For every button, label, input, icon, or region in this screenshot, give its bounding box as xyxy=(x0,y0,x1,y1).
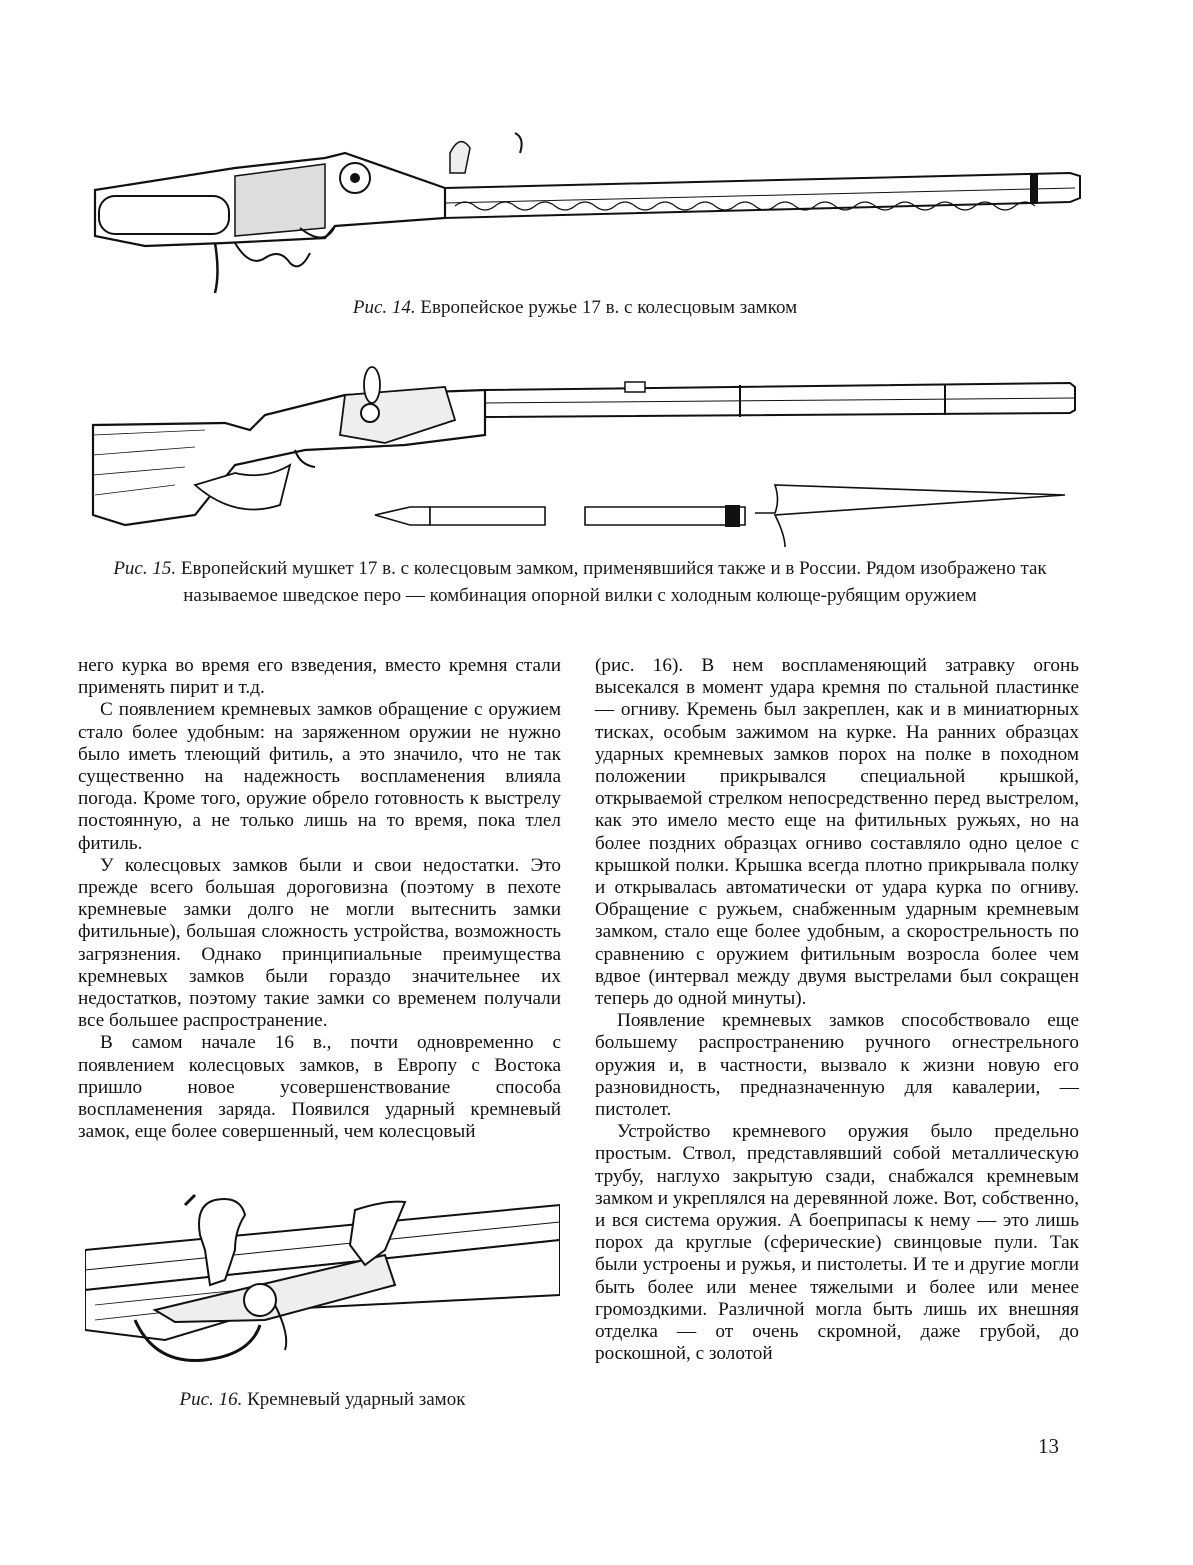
paragraph: В самом начале 16 в., почти одновременно с появлением колесцовых замков, в Европу с Востока пришло новое усовершенствование способа воспламенения заряда. Появился ударный кремневый замок, еще более совершенный, чем колесцовый xyxy=(78,1032,561,1143)
paragraph: (рис. 16). В нем воспламеняющий затравку огонь высекался в момент удара кремня по стальной пластинке — огниву. Кремень был закреплен, как и в миниатюрных тисках, особым зажимом на курке. На ранних образцах ударных кремневых замков порох на полке в походном положении прикрывался специальной крышкой, открываемой стрелком непосредственно перед выстрелом, как это имело место еще на фитильных ружьях, но на более поздних образцах огниво составляло одно целое с крышкой полки. Крышка всегда плотно прикрывала полку и открывалась автоматически от удара курка по огниву. Обращение с ружьем, снабженным ударным кремневым замком, стало еще более удобным, а скорострельность по сравнению с оружием фитильным возросла более чем вдвое (интервал между двумя выстрелами был сокращен теперь до одной минуты). xyxy=(595,655,1079,1010)
figure-16-caption xyxy=(85,1386,560,1413)
wheel-lock-musket-drawing xyxy=(85,355,1085,550)
paragraph: Устройство кремневого оружия было предельно простым. Ствол, представлявший собой металлическую трубу, наглухо закрытую сзади, снабжался кремневым замком и укреплялся на деревянной ложе. Вот, собственно, и вся система оружия. А боеприпасы к нему — это лишь порох да круглые (сферические) свинцовые пули. Так были устроены и ружья, и пистолеты. И те и другие могли быть более или менее тяжелыми и более или менее громоздкими. Различной могла быть лишь их внешняя отделка — от очень скромной, даже грубой, до роскошной, с золотой xyxy=(595,1121,1079,1365)
wheel-lock-rifle-drawing xyxy=(85,118,1085,303)
figure-16-illustration xyxy=(85,1190,560,1375)
figure-15-caption xyxy=(95,555,1065,609)
figure-15-illustration xyxy=(85,355,1085,550)
paragraph: У колесцовых замков были и свои недостатки. Это прежде всего большая дороговизна (поэтому в пехоте кремневые замки долго не могли вытеснить замки фитильные), большая сложность устройства, возможность загрязнения. Однако принципиальные преимущества кремневых замков были гораздо значительнее их недостатков, поэтому такие замки со временем получали все большее распространение. xyxy=(78,854,561,1032)
figure-14-number: Рис. 14. xyxy=(352,297,416,318)
figure-14-illustration xyxy=(85,118,1085,303)
paragraph: него курка во время его взведения, вместо кремня стали применять пирит и т.д. xyxy=(78,655,561,699)
figure-16-caption-text: Кремневый ударный замок xyxy=(247,1389,466,1410)
figure-15-caption-text: Европейский мушкет 17 в. с колесцовым замком, применявшийся также и в России. Рядом изображено так называемое шведское перо — комбинация опорной вилки с холодным колюще-рубящим оружием xyxy=(180,558,1047,606)
left-column xyxy=(78,655,561,1143)
flintlock-mechanism-drawing xyxy=(85,1190,560,1375)
page-number: 13 xyxy=(1038,1434,1059,1458)
paragraph: Появление кремневых замков способствовало еще большему распространению ручного огнестрельного оружия и, в частности, вызвало к жизни новую его разновидность, предназначенную для кавалерии, — пистолет. xyxy=(595,1010,1079,1121)
right-column xyxy=(595,655,1079,1366)
figure-16-number: Рис. 16. xyxy=(179,1389,243,1410)
figure-15-number: Рис. 15. xyxy=(113,558,177,579)
figure-14-caption xyxy=(150,294,1000,321)
paragraph: С появлением кремневых замков обращение с оружием стало более удобным: на заряженном оружии не нужно было иметь тлеющий фитиль, а это значило, что не так существенно на надежность воспламенения влияла погода. Кроме того, оружие обрело готовность к выстрелу постоянную, а не только лишь на то время, пока тлел фитиль. xyxy=(78,699,561,854)
figure-14-caption-text: Европейское ружье 17 в. с колесцовым замком xyxy=(420,297,798,318)
